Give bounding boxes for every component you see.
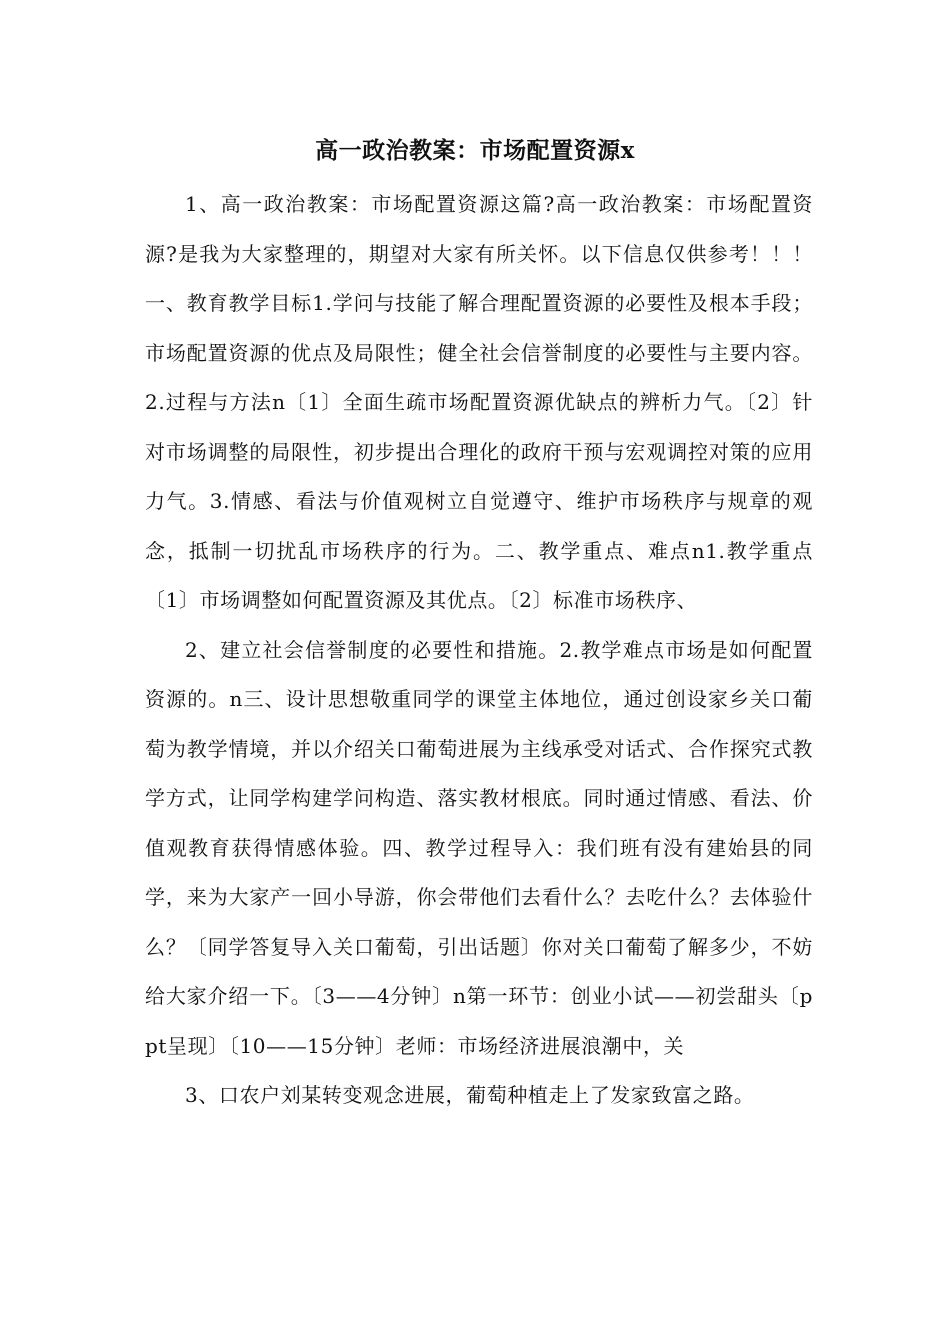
paragraph-1: 1、高一政治教案：市场配置资源这篇?高一政治教案：市场配置资源?是我为大家整理的，期望对大家有所关怀。以下信息仅供参考！！！一、教育教学目标1.学问与技能了解合理配置资源的必要性及根本手段；市场配置资源的优点及局限性；健全社会信誉制度的必要性与主要内容。2.过程与方法n〔1〕全面生疏市场配置资源优缺点的辨析力气。〔2〕针对市场调整的局限性，初步提出合理化的政府干预与宏观调控对策的应用力气。3.情感、看法与价值观树立自觉遵守、维护市场秩序与规章的观念，抵制一切扰乱市场秩序的行为。二、教学重点、难点n1.教学重点〔1〕市场调整如何配置资源及其优点。〔2〕标准市场秩序、 — [145, 192, 814, 612]
document-title: 高一政治教案：市场配置资源x — [315, 137, 635, 164]
paragraph-3: 3、口农户刘某转变观念进展，葡萄种植走上了发家致富之路。 — [185, 1083, 755, 1107]
document-body — [145, 180, 813, 1121]
paragraph-2: 2、建立社会信誉制度的必要性和措施。2.教学难点市场是如何配置资源的。n三、设计思想敬重同学的课堂主体地位，通过创设家乡关口葡萄为教学情境，并以介绍关口葡萄进展为主线承受对话式、合作探究式教学方式，让同学构建学问构造、落实教材根底。同时通过情感、看法、价值观教育获得情感体验。四、教学过程导入：我们班有没有建始县的同学，来为大家产一回小导游，你会带他们去看什么？去吃什么？去体验什么？〔同学答复导入关口葡萄，引出话题〕你对关口葡萄了解多少，不妨给大家介绍一下。〔3——4分钟〕n第一环节：创业小试——初尝甜头〔ppt呈现〕〔10——15分钟〕老师：市场经济进展浪潮中，关 — [145, 637, 813, 1058]
